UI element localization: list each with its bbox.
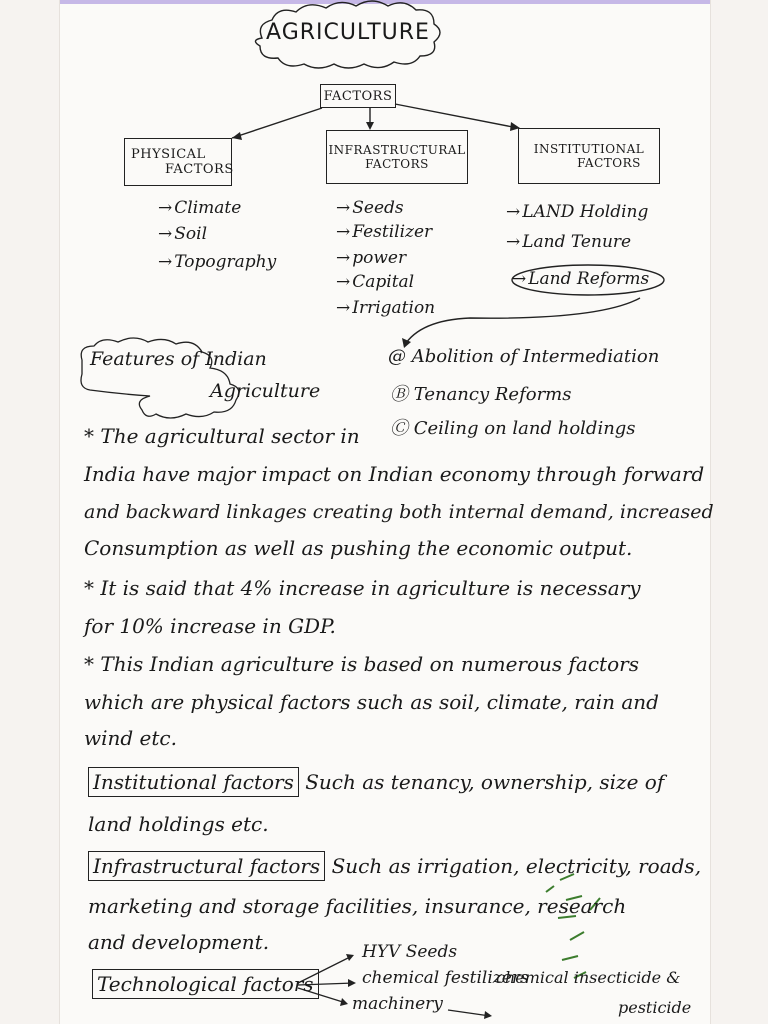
infrastructural-factors-label: Infrastructural factors (88, 851, 325, 881)
infra-item-irrigation: → Irrigation (336, 298, 436, 318)
infrastructural-label-1: INFRASTRUCTURAL (328, 143, 466, 157)
tech-extra-line2: pesticide (618, 998, 692, 1017)
infra-item-fertilizer: → Festilizer (336, 222, 433, 242)
institutional-label-2: FACTORS (577, 156, 641, 170)
physical-item-soil: → Soil (158, 224, 208, 244)
para2-line2: for 10% increase in GDP. (84, 614, 336, 638)
institutional-factors-box (518, 128, 660, 184)
features-heading-line1: Features of Indian (90, 348, 267, 370)
factors-box: FACTORS (320, 84, 396, 108)
tech-item-machinery: machinery (352, 994, 443, 1014)
tech-item-hyv-seeds: HYV Seeds (362, 942, 458, 962)
inst-item-land-tenure: → Land Tenure (506, 232, 632, 252)
para3-line2: which are physical factors such as soil, climate, rain and (84, 690, 659, 714)
para1-line3: and backward linkages creating both internal demand, increased (84, 501, 714, 523)
reform-item-b: Ⓑ Tenancy Reforms (390, 384, 572, 405)
tech-item-fertilizers: chemical festilizers (362, 968, 529, 988)
institutional-para-line2: land holdings etc. (88, 812, 269, 836)
tech-extra-line1: chemical insecticide & (496, 968, 681, 987)
para1-line4: Consumption as well as pushing the economic output. (84, 536, 633, 560)
para1-line2: India have major impact on Indian economy through forward (84, 462, 705, 486)
inst-item-land-holding: → LAND Holding (506, 202, 649, 222)
features-heading-line2: Agriculture (210, 380, 321, 402)
infrastructural-para-line1 (88, 848, 718, 885)
page-title: AGRICULTURE (266, 20, 430, 45)
physical-item-climate: → Climate (158, 198, 242, 218)
institutional-factors-label: Institutional factors (88, 767, 299, 797)
para2-line1: * It is said that 4% increase in agriculture is necessary (84, 576, 641, 600)
physical-item-topography: → Topography (158, 252, 277, 272)
physical-label-2: FACTORS (165, 162, 234, 177)
institutional-para-text: Such as tenancy, ownership, size of (305, 770, 665, 794)
reform-item-c: Ⓒ Ceiling on land holdings (390, 418, 636, 439)
infrastructural-para-line2: marketing and storage facilities, insurance, research (88, 894, 627, 918)
reform-item-a: @ Abolition of Intermediation (388, 346, 660, 367)
para1-line1: * The agricultural sector in (84, 424, 360, 448)
para3-line1: * This Indian agriculture is based on numerous factors (84, 652, 639, 676)
inst-item-land-reforms: → Land Reforms (512, 269, 650, 289)
physical-label-1: PHYSICAL (131, 147, 206, 162)
infra-item-seeds: → Seeds (336, 198, 404, 218)
infra-item-capital: → Capital (336, 272, 415, 292)
technological-row (92, 966, 319, 1003)
para3-line3: wind etc. (84, 726, 177, 750)
infrastructural-para-line3: and development. (88, 930, 270, 954)
infra-item-power: → power (336, 248, 407, 268)
title-cloud (258, 8, 438, 62)
infrastructural-para-text: Such as irrigation, electricity, roads, (331, 854, 702, 878)
infrastructural-label-2: FACTORS (365, 157, 429, 171)
infrastructural-factors-box (326, 130, 468, 184)
physical-factors-box (124, 138, 232, 186)
institutional-label-1: INSTITUTIONAL (533, 142, 645, 156)
institutional-para-line1 (88, 764, 718, 801)
technological-factors-label: Technological factors (92, 969, 319, 999)
